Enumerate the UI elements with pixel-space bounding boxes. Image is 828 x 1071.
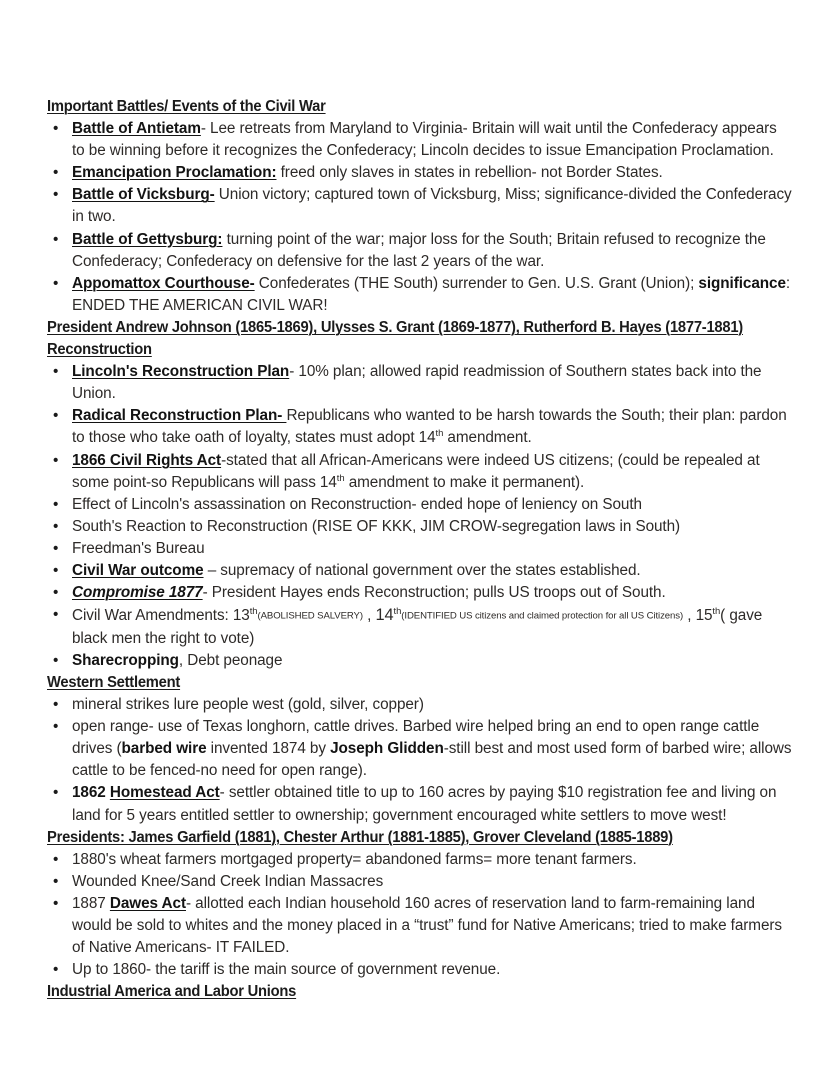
list-item-text: South's Reaction to Reconstruction (RISE OF KKK, JIM CROW-segregation laws in South) — [72, 517, 681, 535]
list-item — [47, 538, 792, 560]
ordinal-suffix: th — [336, 472, 345, 484]
ordinal-suffix: th — [435, 428, 444, 440]
term-description-tail: amendment to make it permanent). — [344, 473, 585, 491]
bullet-icon: • — [53, 894, 59, 912]
list-item — [47, 229, 792, 273]
list-item-text — [72, 560, 792, 582]
term-description-tail: -still best and most used form of barbed wire; allows cattle to be fenced-no need for open range). — [72, 740, 792, 780]
list-item — [47, 405, 792, 449]
list-item — [47, 162, 792, 184]
inline-emphasis-barbed-wire: barbed wire — [121, 740, 207, 758]
document-body — [47, 96, 792, 1003]
list-item-text — [72, 405, 792, 449]
term-description: -stated that all African-Americans were indeed US citizens; (could be repealed at some point-so Republicans will pass 14 — [72, 451, 760, 491]
bullet-icon: • — [53, 651, 59, 669]
section-heading-western-settlement: Western Settlement — [47, 673, 181, 691]
list-item — [47, 582, 792, 604]
list-item — [47, 849, 792, 871]
bullet-icon: • — [53, 164, 59, 182]
list-item-text — [72, 273, 792, 317]
term-description: Confederates (THE South) surrender to Gen. U.S. Grant (Union); — [254, 274, 699, 292]
term-description: - settler obtained title to up to 160 acres by paying $10 registration fee and living on land for 5 years entitled settler to ownership; government encouraged white settlers to move west! — [72, 784, 777, 824]
bullet-icon: • — [53, 961, 59, 979]
bullet-icon: • — [53, 606, 59, 624]
bullet-icon: • — [53, 850, 59, 868]
term-description: open range- use of Texas longhorn, cattle drives. Barbed wire helped bring an end to open range cattle drives ( — [72, 718, 760, 758]
bullet-icon: • — [53, 274, 59, 292]
list-item-text — [72, 118, 792, 162]
amendment-separator-1: , — [362, 607, 376, 625]
amendment-14-note: (IDENTIFIED US citizens and claimed protection for all US Citizens) — [401, 610, 684, 622]
term-label: Civil War outcome — [72, 561, 204, 579]
term-label: Emancipation Proclamation: — [72, 164, 277, 182]
term-label: Compromise 1877 — [72, 584, 203, 602]
list-item — [47, 361, 792, 405]
term-description: – supremacy of national government over the states established. — [203, 561, 641, 579]
term-label: Radical Reconstruction Plan- — [72, 407, 287, 425]
term-description: - allotted each Indian household 160 acres of reservation land to farm-remaining land would be sold to whites and the money placed in a “trust” fund for Native Americans; tried to make farmers of Native Americans- IT FAILED. — [72, 894, 782, 957]
ordinal-suffix-14th: th — [393, 606, 402, 618]
list-item-text: mineral strikes lure people west (gold, silver, copper) — [72, 696, 424, 714]
term-label: 1866 Civil Rights Act — [72, 451, 222, 469]
section-heading-battles: Important Battles/ Events of the Civil War — [47, 98, 326, 115]
list-item-text: Effect of Lincoln's assassination on Reconstruction- ended hope of leniency on South — [72, 495, 642, 513]
term-label: Homestead Act — [109, 784, 220, 802]
list-item-text — [72, 229, 792, 273]
term-label: Dawes Act — [109, 894, 186, 912]
bullet-icon: • — [53, 784, 59, 802]
term-label: Appomattox Courthouse- — [72, 274, 255, 292]
list-item — [47, 450, 792, 494]
bullet-icon: • — [53, 561, 59, 579]
section-heading-reconstruction: Reconstruction — [47, 341, 152, 359]
term-label: Sharecropping — [72, 651, 179, 669]
ordinal-suffix-13th: th — [249, 606, 258, 618]
list-item — [47, 694, 792, 716]
list-item-text — [72, 893, 792, 959]
bullet-icon: • — [53, 186, 59, 204]
list-item-text: Up to 1860- the tariff is the main source of government revenue. — [72, 961, 501, 979]
amendment-13-note: (ABOLISHED SALVERY) — [257, 610, 363, 622]
bullet-icon: • — [53, 407, 59, 425]
term-description-mid: invented 1874 by — [206, 740, 331, 758]
bullet-icon: • — [53, 495, 59, 513]
term-label: Battle of Gettysburg: — [72, 230, 223, 248]
term-label: Battle of Vicksburg- — [72, 186, 215, 204]
bullet-icon: • — [53, 718, 59, 736]
bullet-icon: • — [53, 517, 59, 535]
amendments-label: Civil War Amendments: 13 — [72, 607, 250, 625]
term-description: freed only slaves in states in rebellion- not Border States. — [276, 164, 663, 182]
term-description-tail: amendment. — [443, 429, 532, 447]
list-item-text — [72, 604, 792, 650]
bullet-icon: • — [53, 363, 59, 381]
list-item — [47, 118, 792, 162]
term-label: Battle of Antietam — [72, 120, 201, 138]
inline-emphasis-joseph-glidden: Joseph Glidden — [330, 740, 444, 758]
amendment-separator-2: , — [683, 607, 696, 625]
bullet-icon: • — [53, 584, 59, 602]
list-item-text — [72, 716, 792, 782]
list-item-amendments — [47, 604, 792, 650]
bullet-icon: • — [53, 120, 59, 138]
list-item-text: Wounded Knee/Sand Creek Indian Massacres — [72, 872, 384, 890]
term-description: - President Hayes ends Reconstruction; pulls US troops out of South. — [202, 584, 666, 602]
list-item-text — [72, 361, 792, 405]
term-description: , Debt peonage — [178, 651, 283, 669]
section-heading-presidents-johnson-grant-hayes: President Andrew Johnson (1865-1869), Ulysses S. Grant (1869-1877), Rutherford B. Hayes (1877-1881) — [47, 318, 743, 336]
term-description: turning point of the war; major loss for the South; Britain refused to recognize the Confederacy; Confederacy on defensive for the last 2 years of the war. — [72, 230, 766, 270]
amendment-15-note: ( gave black men the right to vote) — [72, 607, 763, 647]
list-item — [47, 871, 792, 893]
list-item — [47, 273, 792, 317]
list-item-text: 1880's wheat farmers mortgaged property= abandoned farms= more tenant farmers. — [72, 850, 637, 868]
bullet-icon: • — [53, 872, 59, 890]
list-item — [47, 716, 792, 782]
list-item — [47, 959, 792, 981]
list-item — [47, 560, 792, 582]
ordinal-suffix-15th: th — [712, 606, 721, 618]
term-description: - Lee retreats from Maryland to Virginia- Britain will wait until the Confederacy appears to be winning before it recognizes the Confederacy; Lincoln decides to issue Emancipation Proclamation. — [72, 120, 777, 160]
list-item-text — [72, 184, 792, 228]
section-heading-presidents-garfield-arthur-cleveland: Presidents: James Garfield (1881), Chester Arthur (1881-1885), Grover Cleveland (1885-1889) — [47, 828, 673, 846]
term-label-secondary: significance — [698, 274, 786, 292]
list-item — [47, 184, 792, 228]
section-heading-industrial-america: Industrial America and Labor Unions — [47, 983, 297, 1001]
amendment-15-number: 15 — [695, 607, 713, 625]
list-item-text — [72, 450, 792, 494]
list-item — [47, 782, 792, 826]
list-item — [47, 494, 792, 516]
list-item — [47, 516, 792, 538]
term-label: Lincoln's Reconstruction Plan — [72, 363, 290, 381]
list-item — [47, 650, 792, 672]
bullet-icon: • — [53, 451, 59, 469]
term-description: - 10% plan; allowed rapid readmission of Southern states back into the Union. — [72, 363, 762, 403]
term-description: Republicans who wanted to be harsh towards the South; their plan: pardon to those who take oath of loyalty, states must adopt 14 — [72, 407, 787, 447]
list-item-text: Freedman's Bureau — [72, 539, 205, 557]
amendment-14-number: 14 — [375, 606, 394, 625]
list-item — [47, 893, 792, 959]
term-description: Union victory; captured town of Vicksburg, Miss; significance-divided the Confederacy in two. — [72, 186, 792, 226]
list-item-text — [72, 582, 792, 604]
list-item-text — [72, 162, 792, 184]
term-year: 1862 — [72, 784, 110, 802]
bullet-icon: • — [53, 696, 59, 714]
list-item-text — [72, 650, 792, 672]
term-year: 1887 — [72, 894, 110, 912]
bullet-icon: • — [53, 539, 59, 557]
list-item-text — [72, 782, 792, 826]
term-description-secondary: : ENDED THE AMERICAN CIVIL WAR! — [72, 274, 791, 314]
bullet-icon: • — [53, 230, 59, 248]
